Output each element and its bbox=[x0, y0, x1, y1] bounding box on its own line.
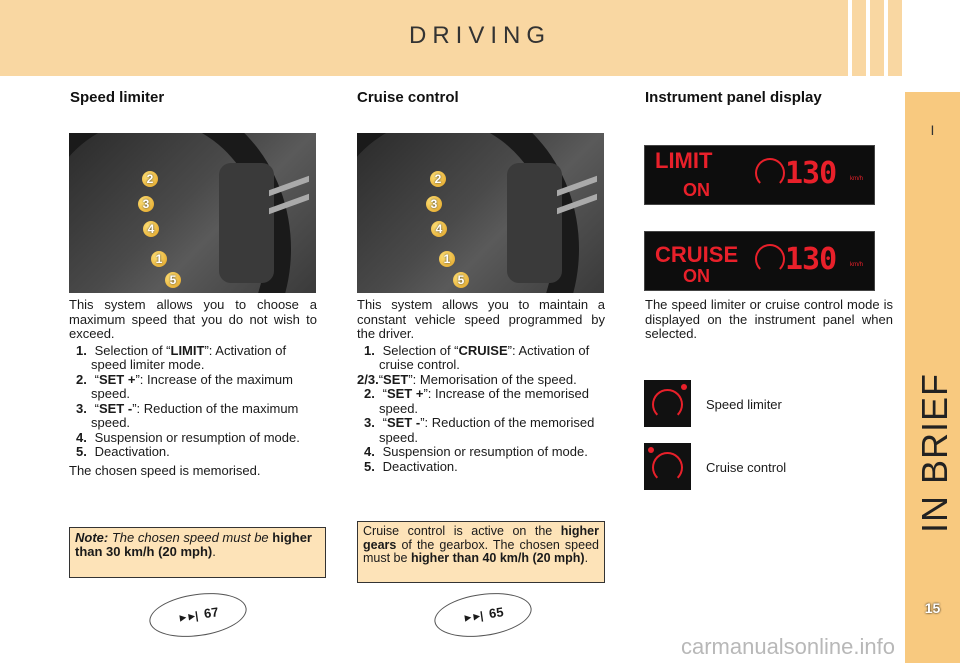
limit-speed: 130 bbox=[785, 156, 837, 191]
page-title: DRIVING bbox=[408, 22, 551, 49]
list-item: 5. Deactivation. bbox=[364, 458, 458, 474]
list-item: 2. “SET +”: Increase of the memorised speed. bbox=[364, 386, 589, 416]
badge-3: 3 bbox=[138, 196, 154, 212]
list-item: 4. Suspension or resumption of mode. bbox=[364, 444, 588, 459]
list-item: 3. “SET -”: Reduction of the memorised speed. bbox=[364, 415, 595, 445]
page-ref-65[interactable]: ►►| 65 bbox=[432, 587, 535, 642]
cruise-control-note: Cruise control is active on the higher gears of the gearbox. The chosen speed must be higher than 40 km/h (20 mph). bbox=[357, 521, 605, 583]
speed-limiter-photo bbox=[69, 133, 316, 293]
list-item: 1. Selection of “CRUISE”: Activation of cruise control. bbox=[364, 342, 590, 372]
page-number: 15 bbox=[924, 600, 941, 616]
badge-1: 1 bbox=[439, 251, 455, 267]
list-item: 5. Deactivation. bbox=[76, 444, 170, 459]
cruise-control-photo bbox=[357, 133, 604, 293]
cruise-control-icon bbox=[644, 443, 691, 490]
limit-word: LIMIT bbox=[655, 148, 713, 173]
cruise-display bbox=[644, 231, 875, 291]
chapter-title: IN BRIEF bbox=[914, 373, 955, 534]
watermark: carmanualsonline.info bbox=[680, 634, 895, 659]
badge-5: 5 bbox=[165, 272, 181, 288]
badge-2: 2 bbox=[142, 171, 158, 187]
instrument-panel-heading: Instrument panel display bbox=[645, 89, 822, 106]
cruise-control-intro: This system allows you to maintain a constant vehicle speed programmed by the driver. bbox=[357, 297, 605, 341]
page-ref-67[interactable]: ►►| 67 bbox=[147, 587, 250, 642]
speedometer-icon bbox=[755, 244, 785, 274]
chapter-number: I bbox=[930, 122, 935, 138]
speed-limiter-intro: This system allows you to choose a maximum speed that you do not wish to exceed. bbox=[69, 297, 317, 341]
cruise-state: ON bbox=[683, 266, 710, 286]
cruise-speed: 130 bbox=[785, 242, 837, 277]
skip-forward-icon: ►►| bbox=[461, 610, 483, 625]
cruise-control-icon-label: Cruise control bbox=[706, 460, 787, 475]
speed-limiter-note: Note: The chosen speed must be higher than 30 km/h (20 mph). bbox=[69, 527, 326, 578]
cruise-unit: km/h bbox=[850, 262, 864, 268]
speed-limiter-tail: The chosen speed is memorised. bbox=[69, 462, 261, 478]
limit-state: ON bbox=[683, 180, 710, 200]
limit-display bbox=[644, 145, 875, 205]
cruise-control-text bbox=[357, 298, 605, 474]
badge-5: 5 bbox=[453, 272, 469, 288]
chapter-tab bbox=[905, 92, 960, 663]
cruise-control-heading: Cruise control bbox=[357, 89, 459, 106]
list-item: 3. “SET -”: Reduction of the maximum speed. bbox=[76, 400, 299, 430]
instrument-panel-description: The speed limiter or cruise control mode is displayed on the instrument panel when selected. bbox=[645, 297, 893, 341]
speed-limiter-heading: Speed limiter bbox=[70, 89, 165, 106]
speed-limiter-icon-label: Speed limiter bbox=[706, 397, 782, 412]
cruise-word: CRUISE bbox=[655, 242, 739, 267]
badge-4: 4 bbox=[143, 221, 159, 237]
speed-limiter-icon bbox=[644, 380, 691, 427]
list-item: 4. Suspension or resumption of mode. bbox=[76, 429, 300, 445]
speed-limiter-text bbox=[69, 298, 317, 480]
skip-forward-icon: ►►| bbox=[176, 610, 198, 625]
list-item: 2. “SET +”: Increase of the maximum speed. bbox=[76, 371, 293, 401]
badge-1: 1 bbox=[151, 251, 167, 267]
limit-unit: km/h bbox=[850, 176, 864, 182]
list-item: 2/3.“SET”: Memorisation of the speed. bbox=[357, 371, 577, 387]
badge-2: 2 bbox=[430, 171, 446, 187]
badge-3: 3 bbox=[426, 196, 442, 212]
list-item: 1. Selection of “LIMIT”: Activation of speed limiter mode. bbox=[76, 342, 287, 372]
badge-4: 4 bbox=[431, 221, 447, 237]
speedometer-icon bbox=[755, 158, 785, 188]
